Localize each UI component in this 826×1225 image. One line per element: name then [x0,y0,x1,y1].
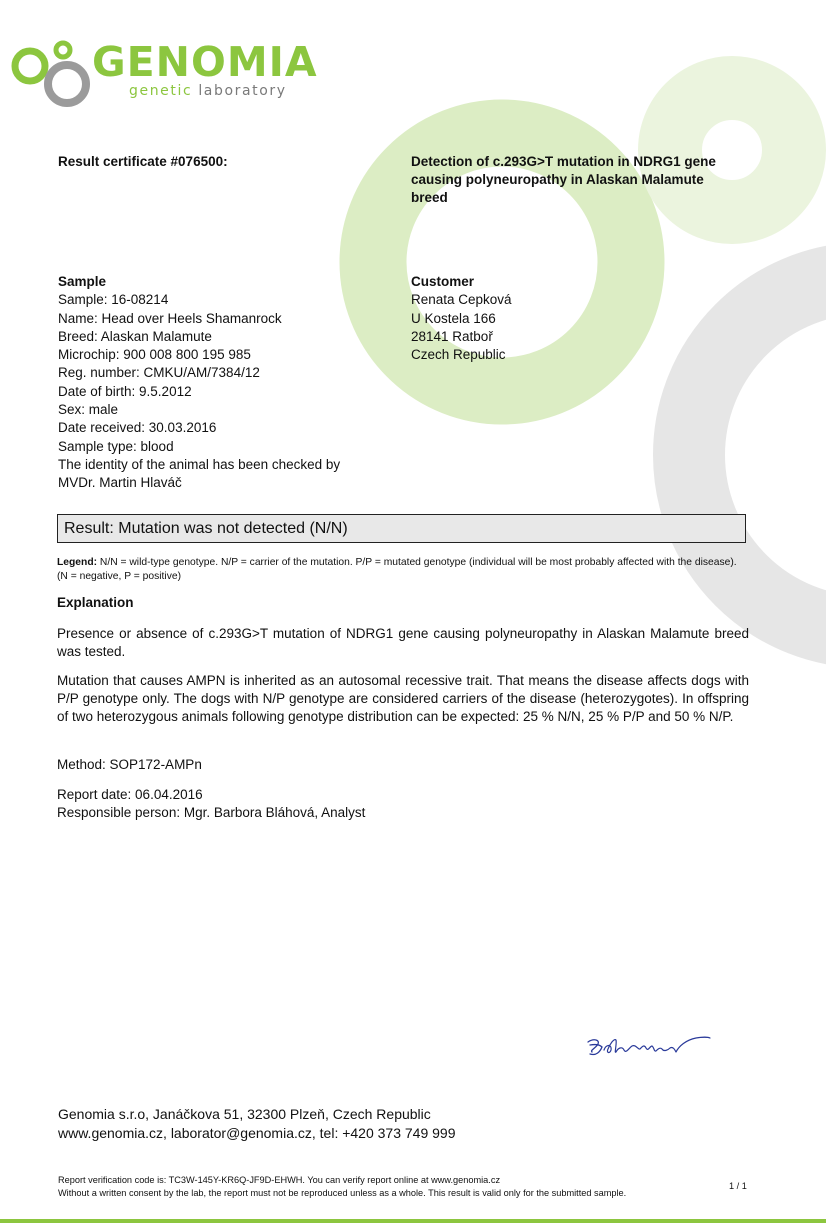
sample-line: Date received: 30.03.2016 [58,420,217,436]
certificate-number: Result certificate #076500: [58,154,228,169]
test-title-line: breed [411,190,448,205]
sample-line: Name: Head over Heels Shamanrock [58,310,282,326]
logo-sub-laboratory: laboratory [192,83,287,99]
customer-line: Czech Republic [411,347,506,363]
result-box [57,514,746,543]
legend-text: N/N = wild-type genotype. N/P = carrier of the mutation. P/P = mutated genotype (individual will be most probably affected with the disease). (N = negative, P = positive) [57,557,737,582]
sample-line: Sex: male [58,402,119,418]
method: Method: SOP172-AMPn [57,757,202,772]
page-number: 1 / 1 [729,1181,747,1191]
sample-line: Sample: 16-08214 [58,292,169,308]
footer-contact: www.genomia.cz, laborator@genomia.cz, tel: +420 373 749 999 [58,1125,456,1141]
customer-heading: Customer [411,274,475,289]
responsible-person: Responsible person: Mgr. Barbora Bláhová, Analyst [57,805,366,820]
legend [57,556,747,583]
legend-label: Legend: [57,557,98,568]
customer-line: Renata Cepková [411,292,512,308]
sample-line: Sample type: blood [58,438,174,454]
customer-section [411,273,512,364]
bottom-accent-bar [0,1219,826,1223]
test-title-line: causing polyneuropathy in Alaskan Malamute [411,172,704,187]
footer-address: Genomia s.r.o, Janáčkova 51, 32300 Plzeň, Czech Republic [58,1106,431,1122]
test-title-line: Detection of c.293G>T mutation in NDRG1 gene [411,154,716,169]
logo-sub-genetic: genetic [129,83,193,99]
explanation-heading: Explanation [57,595,134,610]
signature [584,1032,714,1062]
consent-note: Without a written consent by the lab, the report must not be reproduced unless as a whole. This result is valid only for the submitted sample. [58,1188,627,1198]
logo-name: GENOMIA [92,38,318,86]
genomia-logo-icon [10,38,94,110]
sample-heading: Sample [58,274,107,289]
logo-subtitle [129,82,287,100]
test-title [411,153,716,207]
explanation-paragraph-2: Mutation that causes AMPN is inherited as an autosomal recessive trait. That means the disease affects dogs with P/P genotype only. The dogs with N/P genotype are considered carriers of the disease (heterozygotes). In offspring of two heterozygous animals following genotype distribution can be expected: 25 % N/N, 25 % P/P and 50 % N/P. [57,673,749,724]
sample-line: Reg. number: CMKU/AM/7384/12 [58,365,260,381]
customer-line: 28141 Ratboř [411,328,493,344]
logo-wordmark [92,38,318,86]
sample-section [58,273,340,493]
customer-line: U Kostela 166 [411,310,496,326]
sample-line: MVDr. Martin Hlaváč [58,475,182,491]
explanation-paragraph-1: Presence or absence of c.293G>T mutation of NDRG1 gene causing polyneuropathy in Alaskan Malamute breed was tested. [57,626,749,659]
sample-line: Date of birth: 9.5.2012 [58,383,192,399]
verification-note: Report verification code is: TC3W-145Y-KR6Q-JF9D-EHWH. You can verify report online at www.genomia.cz [58,1175,501,1185]
sample-line: Breed: Alaskan Malamute [58,328,212,344]
report-date: Report date: 06.04.2016 [57,787,203,802]
sample-line: The identity of the animal has been checked by [58,456,341,472]
result-text: Result: Mutation was not detected (N/N) [64,520,348,537]
sample-line: Microchip: 900 008 800 195 985 [58,347,251,363]
